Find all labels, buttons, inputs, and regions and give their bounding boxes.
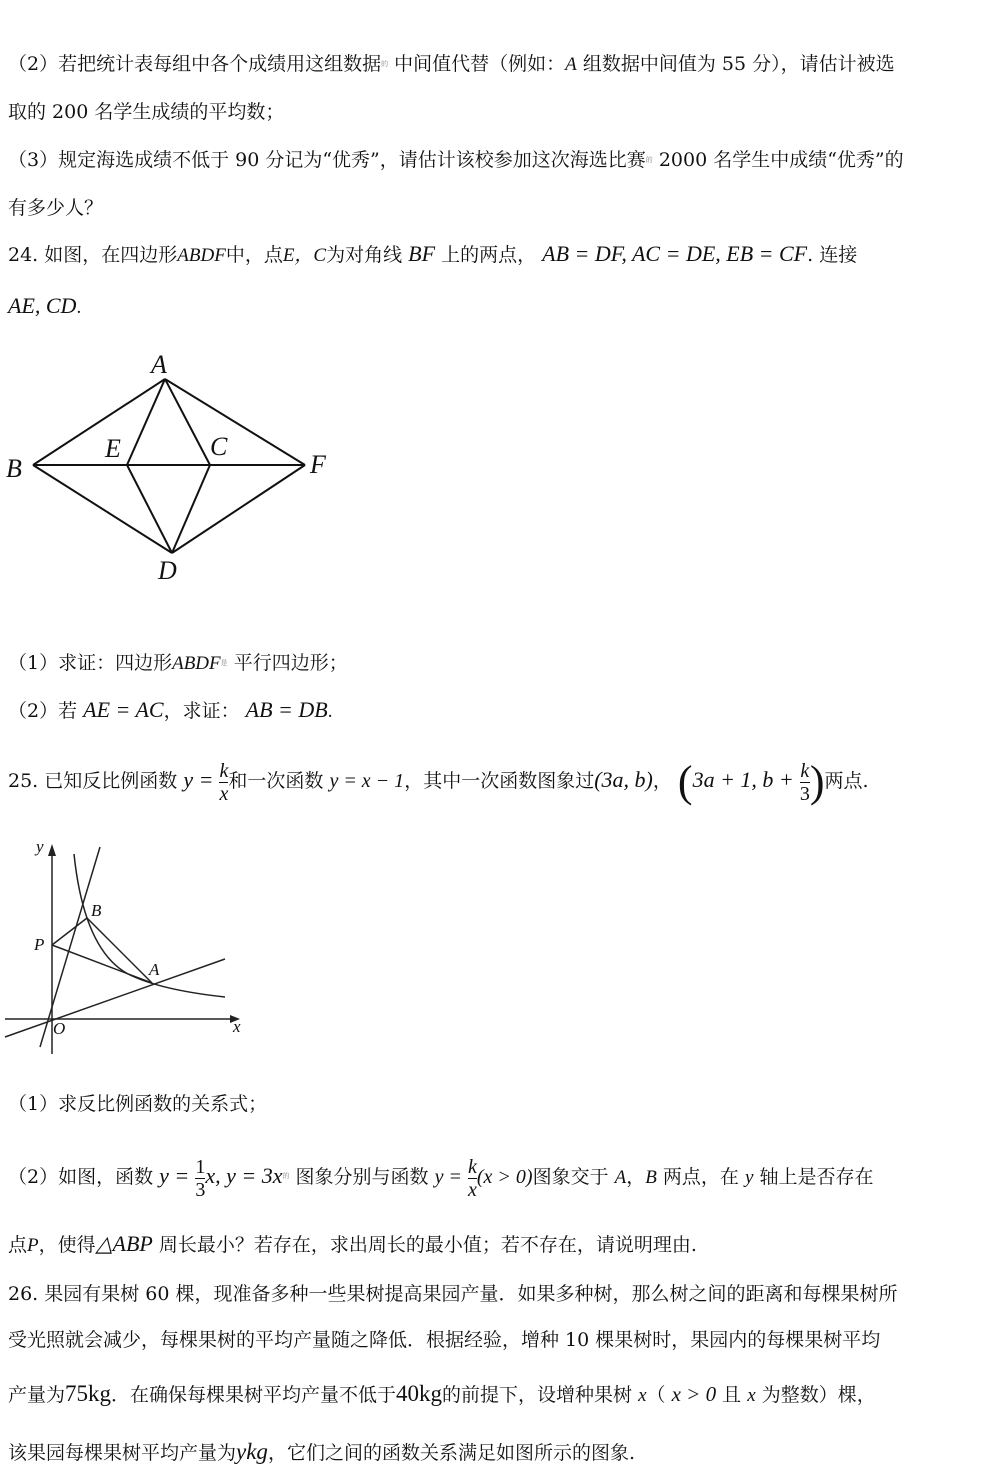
math-functions: x, y = 3x	[205, 1163, 283, 1188]
y-axis-arrow	[48, 844, 56, 856]
math-x: x	[638, 1385, 647, 1406]
text: ，使得	[38, 1234, 96, 1256]
label-O: O	[53, 1019, 66, 1038]
q25-stem	[8, 750, 869, 810]
text: 点	[8, 1234, 28, 1256]
text: 该果园每棵果树平均产量为	[8, 1442, 237, 1464]
q26-line1: 26. 果园有果树 60 棵，现准备多种一些果树提高果园产量．如果多种树，那么树之间的距离和每棵果树所	[8, 1283, 898, 1305]
text: 周长最小？若存在，求出周长的最小值；若不存在，请说明理由.	[158, 1234, 697, 1256]
tiny-mark: 的	[645, 156, 653, 164]
q26-line3	[8, 1382, 876, 1408]
segment-AF	[165, 379, 305, 465]
label-C: C	[210, 432, 228, 461]
math-y: y	[744, 1167, 754, 1188]
text: .	[327, 701, 333, 722]
math-ykg: ykg	[236, 1439, 268, 1464]
math-AE-CD: AE, CD	[8, 293, 77, 318]
math-y-eq: y =	[159, 1163, 190, 1188]
left-paren: (	[677, 757, 693, 806]
q25-part2-line2	[8, 1232, 697, 1258]
segment-PB	[52, 918, 87, 945]
text: 为整数）棵，	[761, 1384, 876, 1406]
math-y-eq: y =	[434, 1166, 462, 1188]
tiny-mark: 是	[220, 659, 228, 667]
math-x-positive: (x > 0)	[476, 1166, 533, 1188]
text: 轴上是否存在	[759, 1166, 874, 1188]
math-triangle-ABP: △ABP	[95, 1231, 153, 1256]
label-D: D	[158, 556, 177, 585]
math-P: P	[27, 1235, 39, 1256]
text: 组数据中间值为 55 分），请估计被选	[582, 53, 895, 75]
q25-part2-line1	[8, 1146, 873, 1206]
math-A: A	[614, 1167, 627, 1188]
fraction-k-over-x	[468, 1156, 477, 1201]
text: （2）如图，函数	[8, 1166, 154, 1188]
q26-line2: 受光照就会减少，每棵果树的平均产量随之降低．根据经验，增种 10 棵果树时，果园内的每棵果树平均	[8, 1329, 881, 1351]
text: ，它们之间的函数关系满足如图所示的图象.	[267, 1442, 635, 1464]
math-conditions: AB = DF, AC = DE, EB = CF	[542, 241, 808, 266]
line-y-3x	[40, 847, 100, 1047]
text: （2）若把统计表每组中各个成绩用这组数据	[8, 53, 382, 75]
fraction-k-over-3	[800, 760, 810, 805]
label-E: E	[105, 434, 121, 463]
text: .	[76, 297, 82, 318]
q24-stem-line1	[8, 242, 857, 268]
text: 和一次函数	[228, 770, 324, 792]
right-paren: )	[809, 757, 825, 806]
math-y-eq: y =	[183, 767, 214, 792]
text: 产量为	[8, 1384, 66, 1406]
q24-quadrilateral-figure	[0, 345, 360, 590]
text: 的前提下，设增种果树	[442, 1384, 633, 1406]
q23-part3-line1	[8, 148, 904, 172]
q23-part2-line2: 取的 200 名学生成绩的平均数；	[8, 101, 285, 123]
q23-part3-line2: 有多少人？	[8, 197, 104, 219]
math-ABDF: ABDF	[172, 653, 221, 674]
q24-stem-line2	[8, 294, 81, 320]
segment-BD	[33, 465, 172, 553]
label-B: B	[91, 901, 102, 920]
text: 中间值代替（例如：	[394, 53, 566, 75]
text: 2000 名学生中成绩“优秀”的	[658, 149, 904, 171]
math-AB-DB: AB = DB	[245, 697, 328, 722]
math-BF: BF	[408, 241, 436, 266]
text: （2）若	[8, 700, 78, 722]
denominator: x	[219, 782, 229, 805]
text: ．在确保每棵果树平均产量不低于	[111, 1384, 397, 1406]
fraction-one-third	[195, 1156, 205, 1201]
tiny-mark: 的	[282, 1172, 290, 1180]
math-AE-AC: AE = AC	[83, 697, 164, 722]
label-A: A	[149, 960, 160, 979]
math-linear: y = x − 1	[329, 770, 405, 792]
text: （	[646, 1384, 666, 1406]
label-B: B	[6, 454, 22, 483]
text: 为对角线	[326, 244, 403, 266]
denominator: x	[467, 1178, 477, 1201]
text: . 连接	[807, 244, 858, 266]
numerator: 1	[195, 1155, 206, 1178]
label-A: A	[151, 350, 167, 379]
text: 且	[722, 1384, 742, 1406]
text: ，求证：	[163, 700, 240, 722]
text: 平行四边形；	[233, 652, 348, 674]
line-y-third-x	[5, 959, 225, 1037]
tiny-mark: 的	[381, 60, 389, 68]
denominator: 3	[799, 782, 810, 805]
segment-PA	[52, 945, 152, 983]
math-point1: (3a, b)	[594, 767, 653, 792]
q25-part1: （1）求反比例函数的关系式；	[8, 1093, 268, 1115]
q26-line4	[8, 1440, 635, 1465]
text: 上的两点，	[441, 244, 537, 266]
text: 25. 已知反比例函数	[8, 770, 178, 792]
math-A: A	[565, 54, 577, 75]
math-x-positive: x > 0	[671, 1382, 717, 1406]
math-B: B	[645, 1167, 657, 1188]
segment-BA	[87, 918, 152, 983]
text: （3）规定海选成绩不低于 90 分记为“优秀”，请估计该校参加这次海选比赛	[8, 149, 646, 171]
text: 两点，在	[662, 1166, 739, 1188]
text: 中，点	[225, 244, 283, 266]
label-y: y	[36, 837, 44, 856]
value-75kg: 75kg	[65, 1381, 112, 1406]
text: 24. 如图，在四边形	[8, 244, 178, 266]
text: ，	[652, 770, 672, 792]
label-F: F	[310, 450, 326, 479]
math-x: x	[747, 1385, 756, 1406]
text: ，	[626, 1166, 646, 1188]
label-x: x	[233, 1017, 241, 1036]
label-P: P	[34, 935, 45, 954]
text: （1）求证：四边形	[8, 652, 173, 674]
numerator: k	[219, 759, 229, 782]
numerator: k	[467, 1155, 477, 1178]
value-40kg: 40kg	[396, 1381, 443, 1406]
text: ，其中一次函数图象过	[404, 770, 595, 792]
text: 图象分别与函数	[295, 1166, 429, 1188]
math-ABDF: ABDF	[177, 245, 226, 266]
numerator: k	[800, 759, 810, 782]
q23-part2-line1	[8, 52, 895, 77]
q25-function-graph	[0, 832, 260, 1057]
q24-part2	[8, 698, 332, 724]
denominator: 3	[195, 1178, 206, 1201]
text: 图象交于	[532, 1166, 609, 1188]
math-point2: 3a + 1, b +	[692, 767, 794, 792]
text: 两点.	[824, 770, 869, 792]
math-EC: E，C	[282, 245, 327, 266]
q24-part1	[8, 651, 348, 676]
